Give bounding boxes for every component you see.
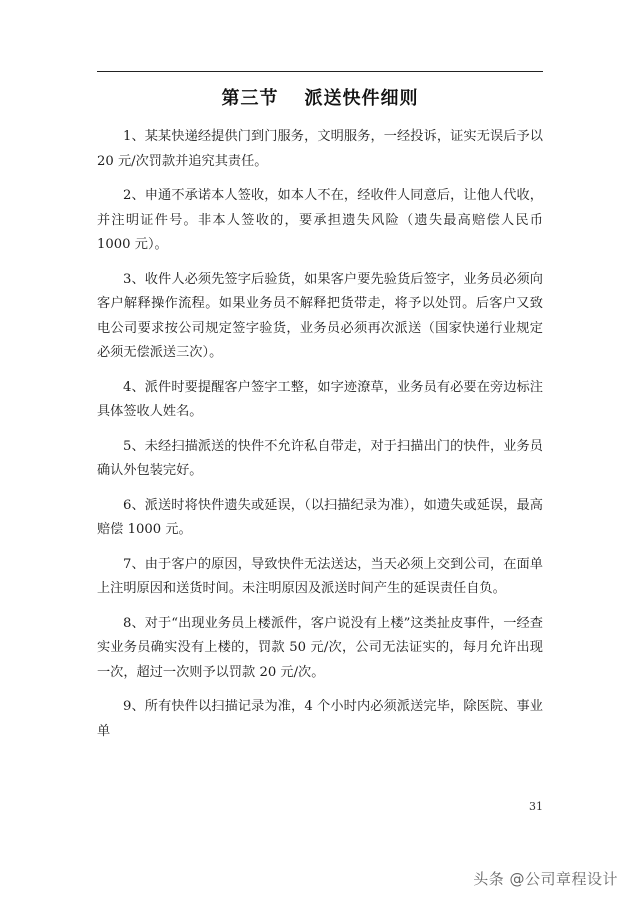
section-title [0, 84, 640, 110]
rule-paragraph-4: 4、派件时要提醒客户签字工整，如字迹潦草，业务员有必要在旁边标注具体签收人姓名。 [97, 379, 543, 419]
section-heading: 派送快件细则 [304, 88, 419, 109]
rule-paragraph-1: 1、某某快递经提供门到门服务，文明服务，一经投诉，证实无误后予以 20 元/次罚款并追究其责任。 [97, 129, 543, 169]
rule-paragraph-8: 8、对于“出现业务员上楼派件，客户说没有上楼”这类扯皮事件，一经查实业务员确实没有上楼的，罚款 50 元/次，公司无法证实的，每月允许出现一次，超过一次则予以罚款 20 元/次。 [97, 615, 543, 680]
header-rule [97, 71, 543, 72]
rule-paragraph-3: 3、收件人必须先签字后验货，如果客户要先验货后签字，业务员必须向客户解释操作流程。如果业务员不解释把货带走，将予以处罚。后客户又致电公司要求按公司规定签字验货，业务员必须再次派送（国家快递行业规定必须无偿派送三次）。 [97, 271, 543, 360]
page-number: 31 [529, 800, 543, 813]
rule-paragraph-7: 7、由于客户的原因，导致快件无法送达，当天必须上交到公司，在面单上注明原因和送货时间。未注明原因及派送时间产生的延误责任自负。 [97, 556, 543, 596]
rule-paragraph-2: 2、申通不承诺本人签收，如本人不在，经收件人同意后，让他人代收，并注明证件号。非本人签收的，要承担遗失风险（遗失最高赔偿人民币 1000 元）。 [97, 188, 543, 252]
section-number: 第三节 [221, 88, 279, 109]
rule-paragraph-5: 5、未经扫描派送的快件不允许私自带走，对于扫描出门的快件，业务员确认外包装完好。 [97, 438, 543, 478]
rule-paragraph-9: 9、所有快件以扫描记录为准，4 个小时内必须派送完毕，除医院、事业单 [97, 699, 543, 739]
rule-paragraph-6: 6、派送时将快件遗失或延误，（以扫描纪录为准），如遗失或延误，最高赔偿 1000 元。 [97, 497, 543, 537]
source-watermark: 头条 @公司章程设计 [473, 870, 618, 888]
rules-list [97, 125, 543, 754]
